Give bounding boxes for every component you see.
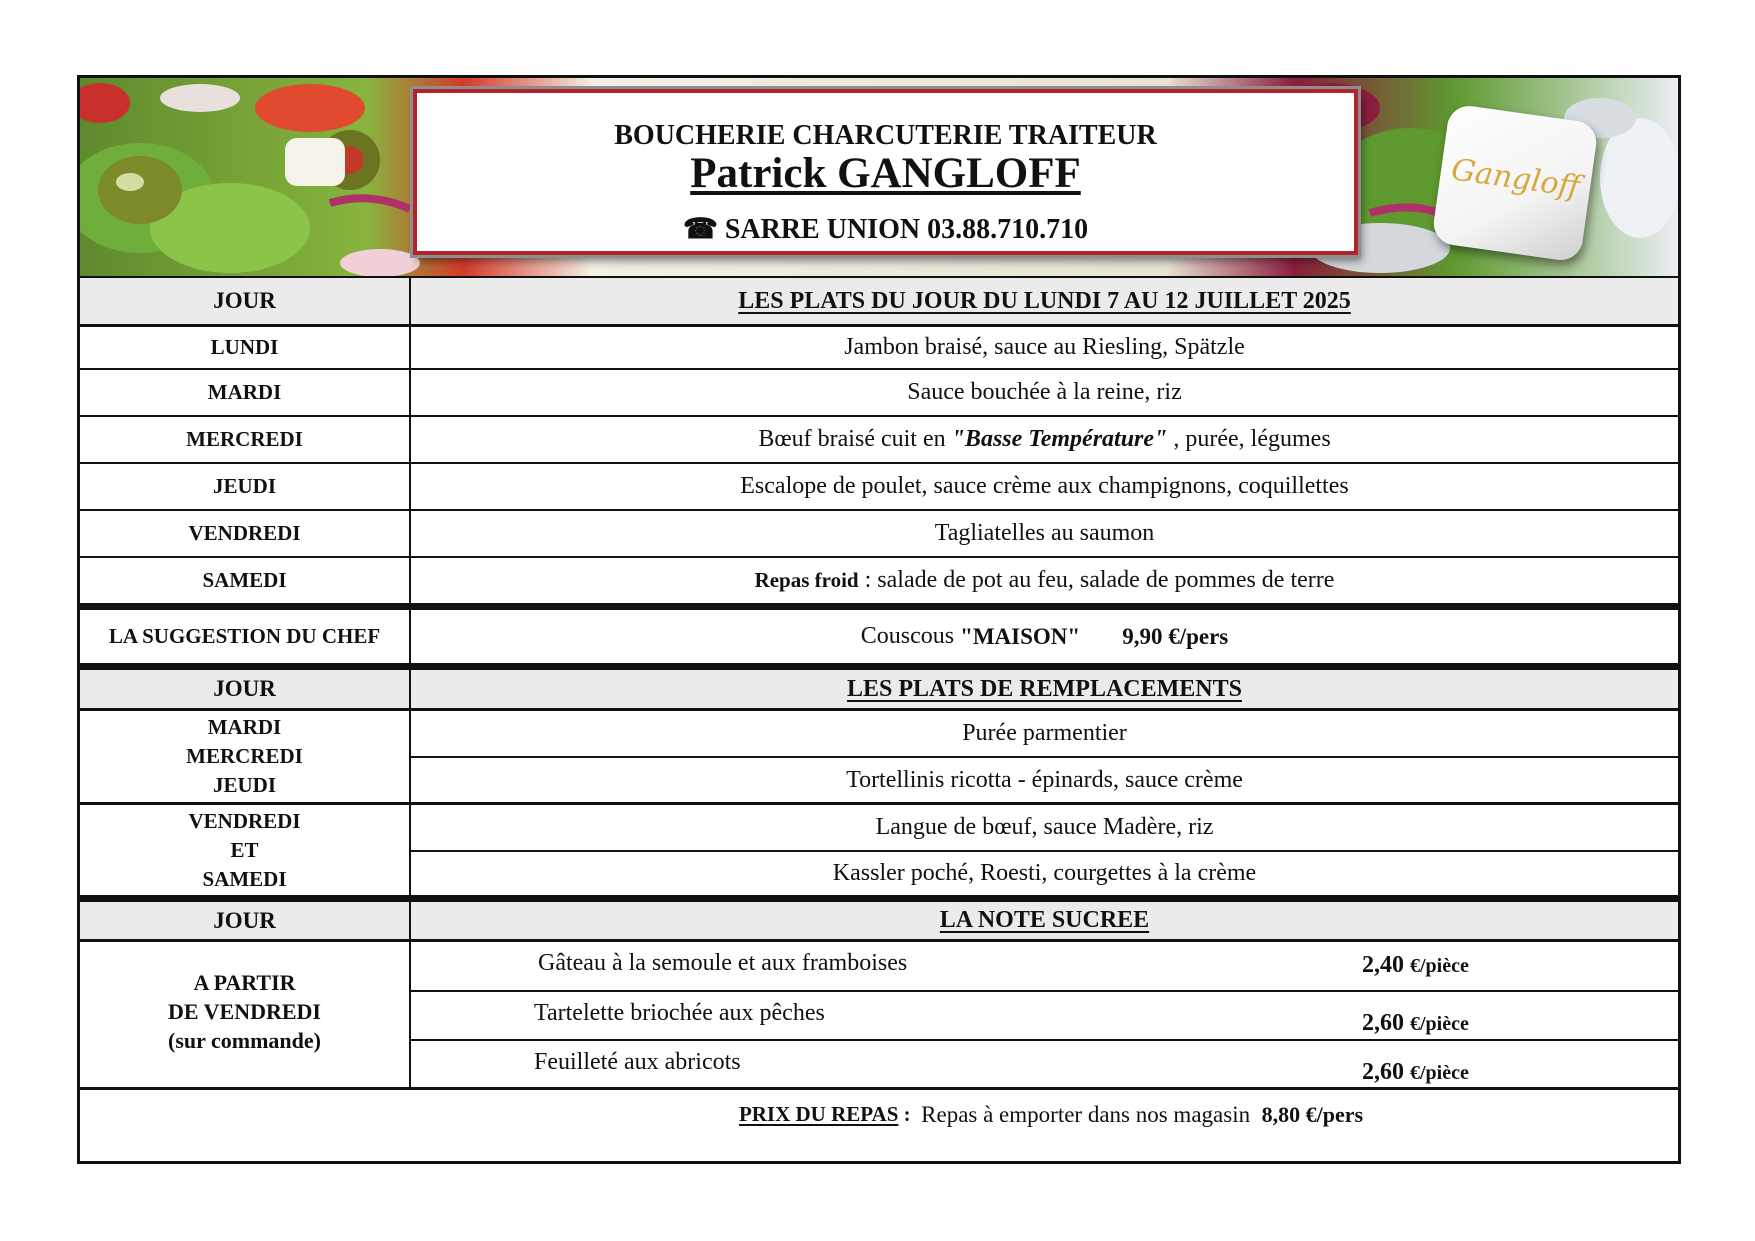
- week-title: LES PLATS DU JOUR DU LUNDI 7 AU 12 JUILLET 2025: [738, 287, 1351, 314]
- business-name: Patrick GANGLOFF: [690, 150, 1081, 197]
- meal-price-label: PRIX DU REPAS: [738, 1102, 899, 1126]
- day-label: SAMEDI: [80, 558, 411, 603]
- day-row: [80, 324, 1678, 368]
- dessert-name: Tartelette briochée aux pêches: [534, 1000, 825, 1026]
- logo-text: Gangloff: [1449, 152, 1583, 205]
- replacements-header-row: [80, 663, 1678, 708]
- dessert-item: [411, 942, 1678, 990]
- menu-frame: [77, 75, 1681, 1164]
- replacement-group: [80, 802, 1678, 895]
- dessert-title: LA NOTE SUCREE: [939, 907, 1150, 933]
- replacement-days: VENDREDI ET SAMEDI: [80, 805, 411, 895]
- dish-text: Sauce bouchée à la reine, riz: [907, 379, 1182, 405]
- dish-text: Repas froid : salade de pot au feu, salade de pommes de terre: [754, 567, 1335, 593]
- day-label: MERCREDI: [80, 417, 411, 462]
- dessert-item: [411, 1039, 1678, 1087]
- meal-price-row: PRIX DU REPAS : Repas à emporter dans nos magasin 8,80 €/pers: [80, 1087, 1678, 1139]
- dessert-days: A PARTIR DE VENDREDI (sur commande): [80, 942, 411, 1087]
- day-label: LUNDI: [80, 327, 411, 368]
- dish-text: Bœuf braisé cuit en "Basse Température" , purée, légumes: [758, 426, 1331, 452]
- dessert-name: Gâteau à la semoule et aux framboises: [538, 950, 908, 976]
- title-box: [413, 89, 1358, 255]
- replacement-dish: Tortellinis ricotta - épinards, sauce crème: [411, 756, 1678, 802]
- chef-suggestion-label: LA SUGGESTION DU CHEF: [80, 610, 411, 663]
- dessert-header-row: [80, 895, 1678, 939]
- day-label: VENDREDI: [80, 511, 411, 556]
- replacement-dish: Kassler poché, Roesti, courgettes à la crème: [411, 850, 1678, 895]
- day-row: [80, 415, 1678, 462]
- dessert-price: 2,60 €/pièce: [1362, 1059, 1469, 1085]
- dish-text: Jambon braisé, sauce au Riesling, Spätzle: [844, 334, 1245, 360]
- day-column-header: JOUR: [80, 902, 411, 939]
- day-row: [80, 509, 1678, 556]
- dessert-item: [411, 990, 1678, 1039]
- business-type: BOUCHERIE CHARCUTERIE TRAITEUR: [614, 120, 1157, 151]
- meal-price-text: Repas à emporter dans nos magasin: [921, 1101, 1262, 1127]
- dessert-name: Feuilleté aux abricots: [534, 1049, 741, 1075]
- header-banner: [80, 78, 1678, 276]
- dessert-price: 2,40 €/pièce: [1362, 952, 1469, 978]
- replacement-dish: Langue de bœuf, sauce Madère, riz: [875, 814, 1214, 840]
- dish-text: Tagliatelles au saumon: [934, 520, 1155, 546]
- day-column-header: JOUR: [80, 278, 411, 324]
- day-label: JEUDI: [80, 464, 411, 509]
- phone-line: ☎ SARRE UNION 03.88.710.710: [682, 214, 1089, 245]
- replacement-days: MARDI MERCREDI JEUDI: [80, 711, 411, 802]
- dish-text: Escalope de poulet, sauce crème aux champignons, coquillettes: [740, 473, 1349, 499]
- replacement-group: [80, 708, 1678, 802]
- week-header-row: [80, 276, 1678, 324]
- day-row: [80, 462, 1678, 509]
- dessert-price: 2,60 €/pièce: [1362, 1010, 1469, 1036]
- replacement-dish: Purée parmentier: [962, 720, 1127, 746]
- gangloff-logo: [1431, 103, 1599, 263]
- dessert-group: [80, 939, 1678, 1087]
- replacements-title: LES PLATS DE REMPLACEMENTS: [847, 675, 1242, 702]
- menu-table: [80, 276, 1678, 1139]
- day-row: [80, 368, 1678, 415]
- day-label: MARDI: [80, 370, 411, 415]
- chef-price: 9,90 €/pers: [1122, 623, 1229, 649]
- chef-suggestion-dish: Couscous "MAISON" 9,90 €/pers: [860, 623, 1229, 649]
- day-column-header: JOUR: [80, 670, 411, 708]
- day-row: [80, 556, 1678, 603]
- meal-price: 8,80 €/pers: [1261, 1101, 1364, 1127]
- chef-suggestion-row: [80, 603, 1678, 663]
